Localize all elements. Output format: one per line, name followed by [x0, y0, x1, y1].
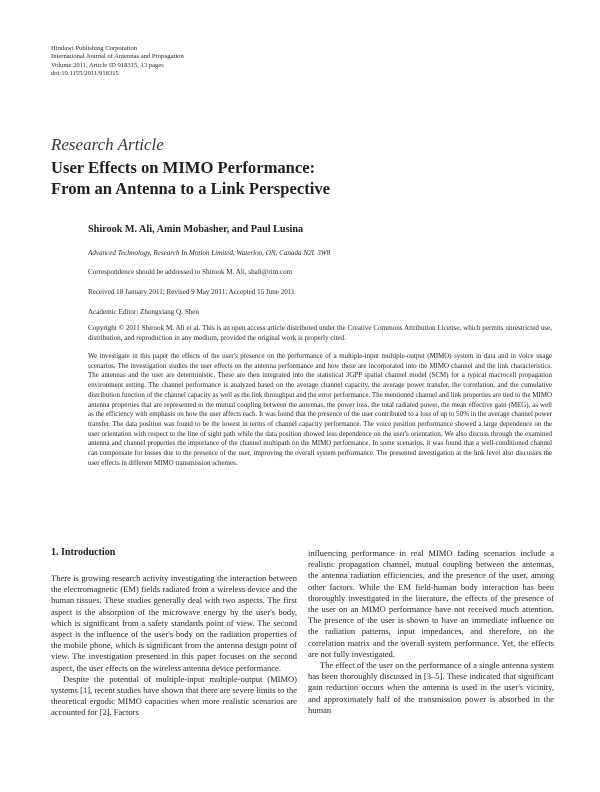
correspondence: Correspondence should be addressed to Shirook M. Ali, shali@rim.com [88, 268, 293, 276]
article-type: Research Article [51, 135, 164, 154]
affiliation: Advanced Technology, Research In Motion Limited, Waterloo, ON, Canada N2L 3W8 [88, 249, 331, 257]
body-column-left [51, 573, 297, 719]
doi-line: doi:10.1155/2011/918315 [51, 70, 119, 78]
copyright-notice: Copyright © 2011 Shirook M. Ali et al. This is an open access article distributed under the Creative Commons Attribution License, which permits unrestricted use, distribution, and reproduction in any medium, provided the original work is properly cited. [88, 324, 552, 342]
journal-line: International Journal of Antennas and Propagation [51, 53, 184, 61]
volume-line: Volume 2011, Article ID 918315, 13 pages [51, 61, 164, 69]
author-list: Shirook M. Ali, Amin Mobasher, and Paul Lusina [88, 224, 304, 235]
paragraph: There is growing research activity investigating the interaction between the electromagnetic (EM) fields radiated from a wireless device and the human tissues. These studies generally deal with two aspects. The first aspect is the absorption of the microwave energy by the user's body, which is significant from a safety standards point of view. The second aspect is the influence of the user's body on the radiation properties of the mobile phone, which is significant from the antenna design point of view. The investigation presented in this paper focuses on the second aspect, the user effects on the wireless antenna device performance. [51, 573, 297, 673]
paper-title [51, 158, 330, 199]
paragraph: The effect of the user on the performance of a single antenna system has been thoroughly discussed in [3–5]. These indicated that significant gain reduction occurs when the antenna is used in the user's vicinity, and approximately half of the transmission power is absorbed in the human [308, 660, 554, 715]
body-column-right [308, 548, 554, 716]
journal-header [51, 45, 184, 79]
academic-editor: Academic Editor: Zhongxiang Q. Shen [88, 308, 199, 316]
publisher-line: Hindawi Publishing Corporation [51, 45, 138, 52]
abstract: We investigate in this paper the effects of the user's presence on the performance of a multiple-input multiple-output (MIMO) system in data and in voice usage scenarios. The investigation studies the user effects on the antenna performance and how these are incorporated into the MIMO channel and the link characteristics. The antennas and the user are deterministic. These are then integrated into the statistical 3GPP spatial channel model (SCM) for a typical macrocell propagation environment setting. The channel performance is analyzed based on the average channel capacity, the average power transfer, the correlation, and the cumulative distribution function of the channel capacity as well as the link throughput and the error performance. The mentioned channel and link properties are tied to the MIMO antenna properties that are represented in the mutual coupling between the antennas, the power loss, the total radiated power, the mean effective gain (MEG), as well as the efficiency with emphasis on how the user affects each. It was found that the presence of the user contributed to a loss of up to 50% in the average channel power transfer. The data position was found to be the lowest in terms of channel capacity performance. The voice position performance showed a large dependence on the user orientation with respect to the line of sight path while the data position showed less dependence on the user's orientation. We also discuss through the examined antenna and channel properties the importance of the channel multipath on the MIMO performance. In some scenarios, it was found that a well-conditioned channel can compensate for losses due to the presence of the user, improving the overall system performance. The presented investigation at the link level also discusses the user effects in different MIMO transmission schemes. [88, 352, 552, 467]
title-line-1: User Effects on MIMO Performance: [51, 158, 316, 177]
title-line-2: From an Antenna to a Link Perspective [51, 178, 331, 198]
article-dates: Received 18 January 2011; Revised 9 May 2011; Accepted 15 June 2011 [88, 288, 295, 296]
paragraph: influencing performance in real MIMO fading scenarios include a realistic propagation channel, mutual coupling between the antennas, the antenna radiation efficiencies, and the presence of the user, among other factors. While the EM field-human body interaction has been thoroughly investigated in the literature, the effects of the presence of the user on an MIMO performance have not received much attention. The presence of the user is shown to have an immediate influence on the radiation patterns, input impedances, and therefore, on the correlation matrix and the overall system performance. Yet, the effects are not fully investigated. [308, 548, 554, 659]
section-heading: 1. Introduction [51, 547, 116, 558]
paragraph: Despite the potential of multiple-input multiple-output (MIMO) systems [1], recent studies have shown that there are severe limits to the theoretical ergodic MIMO capacities when more realistic scenarios are accounted for [2]. Factors [51, 673, 297, 718]
